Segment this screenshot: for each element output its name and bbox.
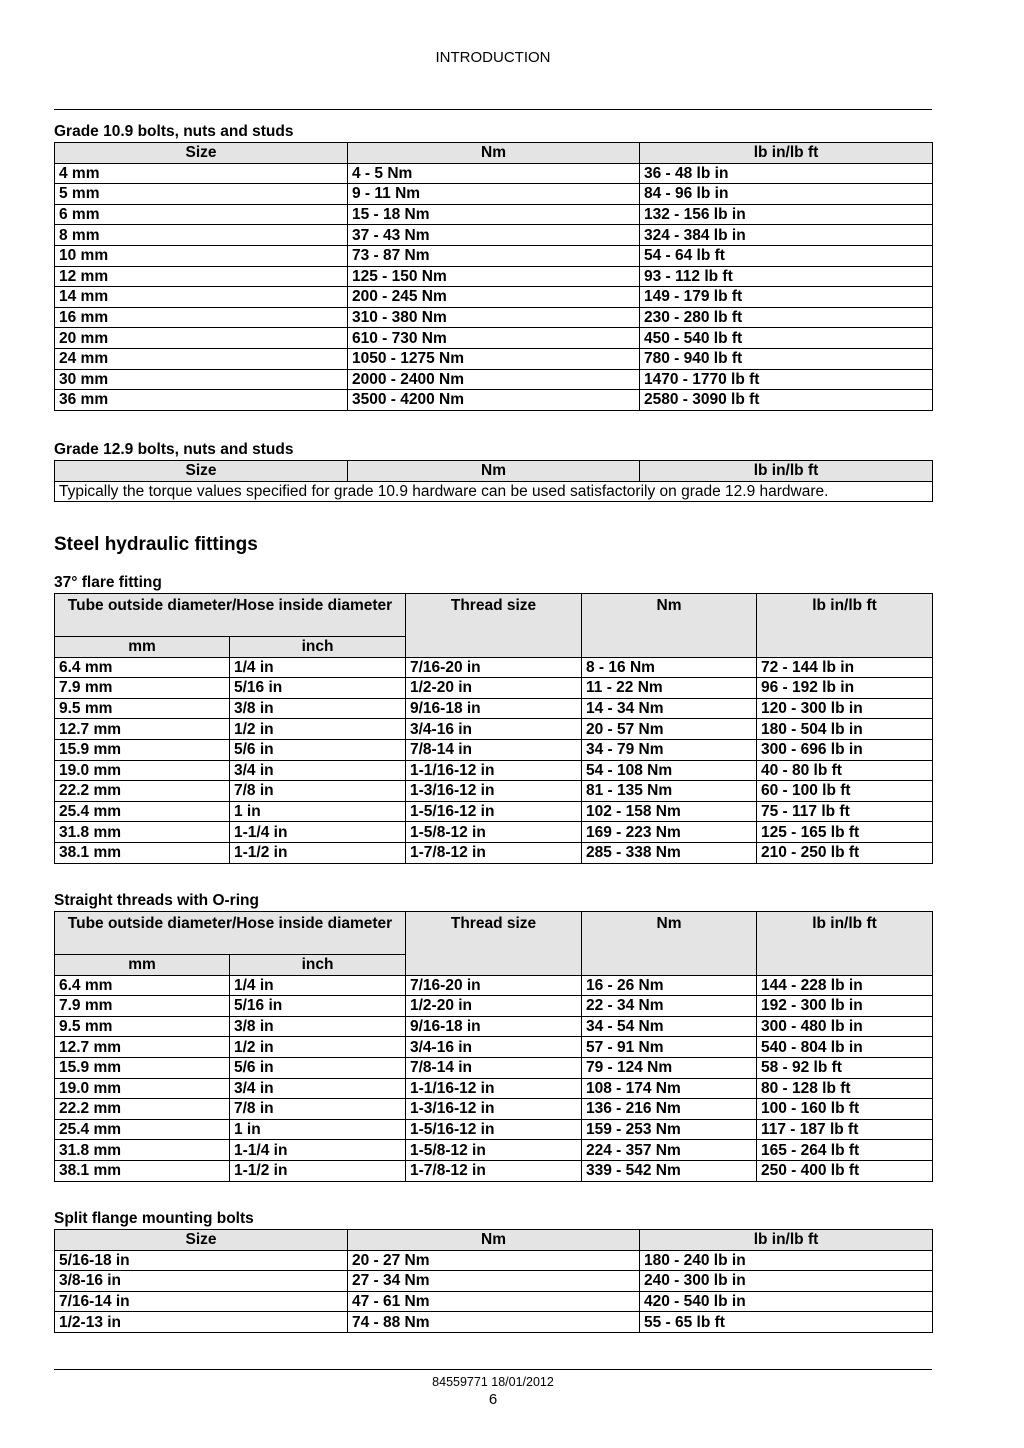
table-row — [55, 801, 933, 822]
table-cell: 3/8 in — [230, 698, 406, 719]
table-cell: 25.4 mm — [55, 801, 230, 822]
table-cell: 1-1/16-12 in — [406, 760, 582, 781]
table-cell: 12 mm — [55, 266, 348, 287]
table-row — [55, 698, 933, 719]
table-cell: 420 - 540 lb in — [640, 1291, 933, 1312]
col-header: lb in/lb ft — [640, 1230, 933, 1251]
table-cell: 36 - 48 lb in — [640, 163, 933, 184]
table-row — [55, 678, 933, 699]
table-cell: 180 - 504 lb in — [757, 719, 933, 740]
table-cell: 25.4 mm — [55, 1119, 230, 1140]
table-cell: 31.8 mm — [55, 1140, 230, 1161]
section-title: Straight threads with O-ring — [54, 892, 259, 909]
table-cell: 12.7 mm — [55, 719, 230, 740]
table-cell: 132 - 156 lb in — [640, 204, 933, 225]
table-cell: 40 - 80 lb ft — [757, 760, 933, 781]
table-cell: 73 - 87 Nm — [348, 245, 640, 266]
col-header: Nm — [348, 143, 640, 164]
table-cell: 7/8 in — [230, 1099, 406, 1120]
table-row — [55, 760, 933, 781]
table-cell: 1/2-20 in — [406, 996, 582, 1017]
table-cell: 15 - 18 Nm — [348, 204, 640, 225]
table-cell: 31.8 mm — [55, 822, 230, 843]
table-cell: 144 - 228 lb in — [757, 975, 933, 996]
table-cell: 6.4 mm — [55, 657, 230, 678]
table-cell: 610 - 730 Nm — [348, 328, 640, 349]
table-cell: 16 - 26 Nm — [582, 975, 757, 996]
table-cell: 5/6 in — [230, 1057, 406, 1078]
table-cell: 3500 - 4200 Nm — [348, 390, 640, 411]
table-cell: 34 - 54 Nm — [582, 1016, 757, 1037]
table-cell: 30 mm — [55, 369, 348, 390]
table-cell: 74 - 88 Nm — [348, 1312, 640, 1333]
table-row — [55, 328, 933, 349]
table-cell: 4 - 5 Nm — [348, 163, 640, 184]
table-cell: 24 mm — [55, 348, 348, 369]
col-header-tube: Tube outside diameter/Hose inside diameter — [55, 912, 406, 955]
col-header: lb in/lb ft — [640, 143, 933, 164]
flange-table — [54, 1229, 933, 1333]
col-header: Size — [55, 1230, 348, 1251]
table-cell: 75 - 117 lb ft — [757, 801, 933, 822]
table-cell: 125 - 150 Nm — [348, 266, 640, 287]
oring-section — [54, 890, 932, 1182]
table-row — [55, 163, 933, 184]
col-header-thread: Thread size — [406, 912, 582, 976]
table-row — [55, 287, 933, 308]
table-cell: 285 - 338 Nm — [582, 842, 757, 863]
table-cell: 8 - 16 Nm — [582, 657, 757, 678]
table-cell: 27 - 34 Nm — [348, 1271, 640, 1292]
flare-body — [55, 657, 933, 863]
table-cell: 7/16-20 in — [406, 975, 582, 996]
table-cell: 7/16-14 in — [55, 1291, 348, 1312]
table-cell: 16 mm — [55, 307, 348, 328]
table-cell: 15.9 mm — [55, 739, 230, 760]
table-cell: 450 - 540 lb ft — [640, 328, 933, 349]
table-cell: 7/8-14 in — [406, 739, 582, 760]
table-cell: 12.7 mm — [55, 1037, 230, 1058]
table-cell: 7/8-14 in — [406, 1057, 582, 1078]
table-row — [55, 225, 933, 246]
table-cell: 224 - 357 Nm — [582, 1140, 757, 1161]
table-cell: 180 - 240 lb in — [640, 1250, 933, 1271]
table-cell: 58 - 92 lb ft — [757, 1057, 933, 1078]
table-cell: 1/2 in — [230, 1037, 406, 1058]
table-cell: 9.5 mm — [55, 1016, 230, 1037]
table-cell: 47 - 61 Nm — [348, 1291, 640, 1312]
table-cell: 5/16-18 in — [55, 1250, 348, 1271]
table-cell: 2580 - 3090 lb ft — [640, 390, 933, 411]
table-row — [55, 481, 933, 502]
table-cell: 1/2 in — [230, 719, 406, 740]
table-cell: 20 - 27 Nm — [348, 1250, 640, 1271]
table-cell: 1 in — [230, 1119, 406, 1140]
table-row — [55, 1099, 933, 1120]
grade129-note: Typically the torque values specified for grade 10.9 hardware can be used satisfactorily on grade 12.9 hardware. — [55, 481, 933, 502]
table-cell: 120 - 300 lb in — [757, 698, 933, 719]
table-row — [55, 1312, 933, 1333]
table-cell: 136 - 216 Nm — [582, 1099, 757, 1120]
table-cell: 72 - 144 lb in — [757, 657, 933, 678]
oring-body — [55, 975, 933, 1181]
table-cell: 2000 - 2400 Nm — [348, 369, 640, 390]
table-cell: 117 - 187 lb ft — [757, 1119, 933, 1140]
table-cell: 192 - 300 lb in — [757, 996, 933, 1017]
col-header-nm: Nm — [582, 912, 757, 976]
flare-section — [54, 572, 932, 864]
table-cell: 125 - 165 lb ft — [757, 822, 933, 843]
table-cell: 3/4 in — [230, 1078, 406, 1099]
table-cell: 55 - 65 lb ft — [640, 1312, 933, 1333]
table-row — [55, 390, 933, 411]
table-cell: 7.9 mm — [55, 678, 230, 699]
table-cell: 1-1/16-12 in — [406, 1078, 582, 1099]
table-cell: 210 - 250 lb ft — [757, 842, 933, 863]
table-cell: 54 - 64 lb ft — [640, 245, 933, 266]
table-cell: 9/16-18 in — [406, 1016, 582, 1037]
table-cell: 5 mm — [55, 184, 348, 205]
table-cell: 240 - 300 lb in — [640, 1271, 933, 1292]
table-cell: 7/16-20 in — [406, 657, 582, 678]
table-cell: 34 - 79 Nm — [582, 739, 757, 760]
table-row — [55, 1140, 933, 1161]
table-cell: 230 - 280 lb ft — [640, 307, 933, 328]
table-cell: 22.2 mm — [55, 781, 230, 802]
document-code: 84559771 18/01/2012 — [432, 1375, 554, 1389]
page-header: INTRODUCTION — [435, 49, 551, 66]
table-cell: 3/8 in — [230, 1016, 406, 1037]
table-cell: 9.5 mm — [55, 698, 230, 719]
table-cell: 9/16-18 in — [406, 698, 582, 719]
table-row — [55, 842, 933, 863]
table-cell: 7/8 in — [230, 781, 406, 802]
table-cell: 3/4 in — [230, 760, 406, 781]
table-cell: 1-5/16-12 in — [406, 801, 582, 822]
footer-rule — [54, 1369, 932, 1370]
table-row — [55, 1250, 933, 1271]
table-cell: 38.1 mm — [55, 842, 230, 863]
section-title: 37° flare fitting — [54, 574, 162, 591]
table-cell: 1-3/16-12 in — [406, 1099, 582, 1120]
table-row — [55, 1078, 933, 1099]
col-header-nm: Nm — [582, 594, 757, 658]
table-cell: 1470 - 1770 lb ft — [640, 369, 933, 390]
table-cell: 84 - 96 lb in — [640, 184, 933, 205]
table-cell: 6 mm — [55, 204, 348, 225]
table-cell: 1/2-20 in — [406, 678, 582, 699]
table-cell: 1-5/16-12 in — [406, 1119, 582, 1140]
table-cell: 20 - 57 Nm — [582, 719, 757, 740]
table-cell: 19.0 mm — [55, 1078, 230, 1099]
table-cell: 57 - 91 Nm — [582, 1037, 757, 1058]
table-cell: 11 - 22 Nm — [582, 678, 757, 699]
table-cell: 15.9 mm — [55, 1057, 230, 1078]
col-header-lb: lb in/lb ft — [757, 594, 933, 658]
table-cell: 300 - 480 lb in — [757, 1016, 933, 1037]
table-cell: 149 - 179 lb ft — [640, 287, 933, 308]
table-row — [55, 307, 933, 328]
table-cell: 20 mm — [55, 328, 348, 349]
table-cell: 10 mm — [55, 245, 348, 266]
col-header-inch: inch — [230, 637, 406, 658]
table-cell: 324 - 384 lb in — [640, 225, 933, 246]
table-cell: 1-5/8-12 in — [406, 1140, 582, 1161]
table-cell: 100 - 160 lb ft — [757, 1099, 933, 1120]
col-header-mm: mm — [55, 955, 230, 976]
table-cell: 300 - 696 lb in — [757, 739, 933, 760]
table-cell: 1/4 in — [230, 975, 406, 996]
table-cell: 7.9 mm — [55, 996, 230, 1017]
grade109-body — [55, 163, 933, 410]
col-header: Size — [55, 461, 348, 482]
grade109-section — [54, 121, 932, 411]
table-row — [55, 184, 933, 205]
hydraulic-title: Steel hydraulic fittings — [54, 534, 258, 555]
table-cell: 22.2 mm — [55, 1099, 230, 1120]
table-cell: 1-7/8-12 in — [406, 842, 582, 863]
table-cell: 19.0 mm — [55, 760, 230, 781]
table-row — [55, 781, 933, 802]
table-row — [55, 245, 933, 266]
col-header-mm: mm — [55, 637, 230, 658]
col-header: lb in/lb ft — [640, 461, 933, 482]
table-row — [55, 657, 933, 678]
table-cell: 1-1/2 in — [230, 1160, 406, 1181]
table-cell: 3/4-16 in — [406, 719, 582, 740]
table-cell: 1/2-13 in — [55, 1312, 348, 1333]
table-cell: 22 - 34 Nm — [582, 996, 757, 1017]
table-cell: 5/16 in — [230, 996, 406, 1017]
section-title: Grade 10.9 bolts, nuts and studs — [54, 123, 294, 140]
col-header: Size — [55, 143, 348, 164]
table-row — [55, 1037, 933, 1058]
table-cell: 8 mm — [55, 225, 348, 246]
table-cell: 60 - 100 lb ft — [757, 781, 933, 802]
table-cell: 36 mm — [55, 390, 348, 411]
flare-table — [54, 593, 933, 864]
table-cell: 108 - 174 Nm — [582, 1078, 757, 1099]
table-cell: 1-1/4 in — [230, 822, 406, 843]
table-cell: 38.1 mm — [55, 1160, 230, 1181]
table-row — [55, 1271, 933, 1292]
table-cell: 81 - 135 Nm — [582, 781, 757, 802]
table-cell: 1/4 in — [230, 657, 406, 678]
table-cell: 93 - 112 lb ft — [640, 266, 933, 287]
table-row — [55, 266, 933, 287]
section-title: Grade 12.9 bolts, nuts and studs — [54, 441, 294, 458]
table-cell: 339 - 542 Nm — [582, 1160, 757, 1181]
grade109-table — [54, 142, 933, 411]
col-header: Nm — [348, 1230, 640, 1251]
flange-section — [54, 1208, 932, 1333]
table-cell: 250 - 400 lb ft — [757, 1160, 933, 1181]
table-cell: 165 - 264 lb ft — [757, 1140, 933, 1161]
table-row — [55, 739, 933, 760]
table-cell: 780 - 940 lb ft — [640, 348, 933, 369]
table-cell: 37 - 43 Nm — [348, 225, 640, 246]
table-cell: 1-3/16-12 in — [406, 781, 582, 802]
grade129-section — [54, 439, 932, 502]
table-cell: 3/4-16 in — [406, 1037, 582, 1058]
table-cell: 1-5/8-12 in — [406, 822, 582, 843]
table-cell: 200 - 245 Nm — [348, 287, 640, 308]
table-row — [55, 204, 933, 225]
table-row — [55, 719, 933, 740]
table-cell: 169 - 223 Nm — [582, 822, 757, 843]
table-row — [55, 822, 933, 843]
col-header-inch: inch — [230, 955, 406, 976]
table-cell: 5/6 in — [230, 739, 406, 760]
table-cell: 9 - 11 Nm — [348, 184, 640, 205]
table-cell: 6.4 mm — [55, 975, 230, 996]
table-cell: 14 mm — [55, 287, 348, 308]
table-row — [55, 1016, 933, 1037]
table-cell: 80 - 128 lb ft — [757, 1078, 933, 1099]
table-cell: 102 - 158 Nm — [582, 801, 757, 822]
table-cell: 79 - 124 Nm — [582, 1057, 757, 1078]
table-row — [55, 1057, 933, 1078]
table-row — [55, 996, 933, 1017]
table-cell: 1050 - 1275 Nm — [348, 348, 640, 369]
table-cell: 96 - 192 lb in — [757, 678, 933, 699]
table-cell: 159 - 253 Nm — [582, 1119, 757, 1140]
table-row — [55, 1119, 933, 1140]
table-row — [55, 348, 933, 369]
table-cell: 3/8-16 in — [55, 1271, 348, 1292]
table-row — [55, 369, 933, 390]
table-row — [55, 1160, 933, 1181]
col-header-lb: lb in/lb ft — [757, 912, 933, 976]
table-cell: 14 - 34 Nm — [582, 698, 757, 719]
flange-body — [55, 1250, 933, 1332]
table-cell: 54 - 108 Nm — [582, 760, 757, 781]
table-cell: 1 in — [230, 801, 406, 822]
table-cell: 5/16 in — [230, 678, 406, 699]
table-cell: 540 - 804 lb in — [757, 1037, 933, 1058]
oring-table — [54, 911, 933, 1182]
grade129-table — [54, 460, 933, 502]
table-cell: 1-1/4 in — [230, 1140, 406, 1161]
col-header-thread: Thread size — [406, 594, 582, 658]
section-title: Split flange mounting bolts — [54, 1210, 254, 1227]
header-rule — [54, 109, 932, 110]
table-cell: 1-7/8-12 in — [406, 1160, 582, 1181]
table-row — [55, 1291, 933, 1312]
table-cell: 4 mm — [55, 163, 348, 184]
table-row — [55, 975, 933, 996]
col-header: Nm — [348, 461, 640, 482]
table-cell: 310 - 380 Nm — [348, 307, 640, 328]
table-cell: 1-1/2 in — [230, 842, 406, 863]
page-number: 6 — [488, 1391, 498, 1408]
col-header-tube: Tube outside diameter/Hose inside diameter — [55, 594, 406, 637]
